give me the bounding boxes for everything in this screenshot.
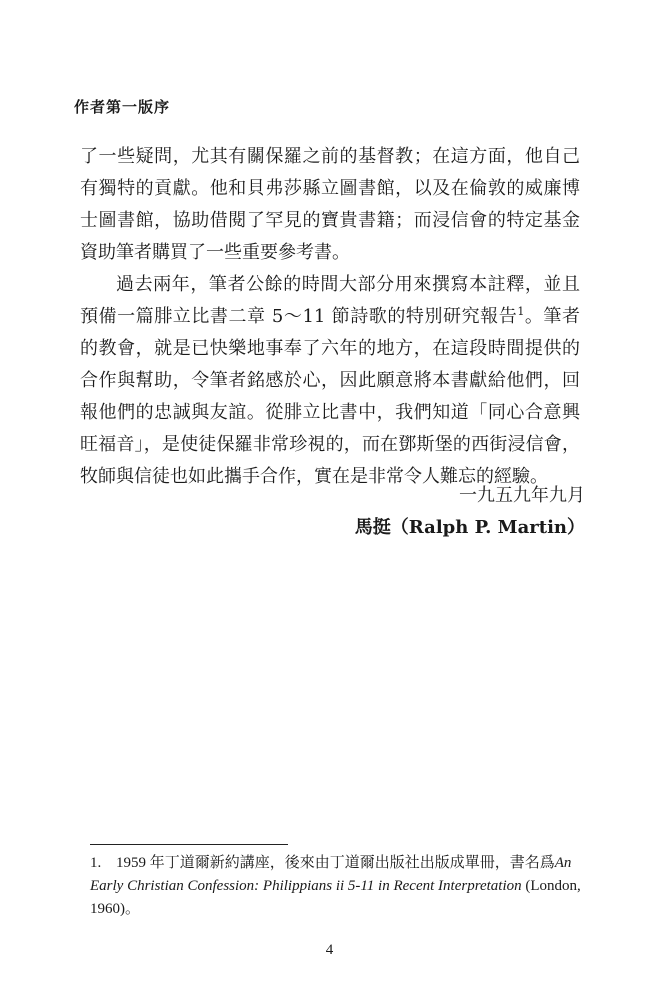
paragraph-1: 了一些疑問，尤其有關保羅之前的基督教；在這方面，他自己有獨特的貢獻。他和貝弗莎縣立圖書館，以及在倫敦的威廉博士圖書館，協助借閱了罕見的寶貴書籍；而浸信會的特定基金資助筆者購買了一些重要參考書。: [80, 146, 580, 263]
running-head: 作者第一版序: [74, 98, 171, 116]
footnote-text-a: 1959 年丁道爾新約講座，後來由丁道爾出版社出版成單冊，書名爲: [116, 855, 555, 871]
footnote-reference: 1: [517, 305, 525, 318]
footnote-book-title: An Early Christian Confession: Philippians ii 5-11 in Recent Interpretation: [90, 855, 572, 894]
paragraph-2-text-b: 。筆者的教會，就是已快樂地事奉了六年的地方，在這段時間提供的合作與幫助，令筆者銘感於心，因此願意將本書獻給他們，回報他們的忠誠與友誼。從腓立比書中，我們知道「同心合意興旺福音」，是使徒保羅非常珍視的，而在鄧斯堡的西街浸信會，牧師與信徒也如此攜手合作，實在是非常令人難忘的經驗。: [80, 306, 580, 487]
footnote-text-b: (London, 1960)。: [90, 878, 581, 917]
signoff: [355, 480, 585, 544]
signoff-name: 馬挺（Ralph P. Martin）: [354, 517, 585, 538]
paragraph-2-text-a: 過去兩年，筆者公餘的時間大部分用來撰寫本註釋，並且預備一篇腓立比書二章 5～11 節詩歌的特別研究報告: [80, 274, 580, 327]
footnote-number: 1.: [90, 855, 102, 871]
footnote: [90, 852, 590, 921]
footnote-divider: [90, 844, 288, 845]
paragraph-2: [80, 269, 580, 493]
body-text: [80, 141, 580, 493]
page-number: 4: [325, 942, 334, 958]
signoff-date: 一九五九年九月: [459, 485, 585, 506]
